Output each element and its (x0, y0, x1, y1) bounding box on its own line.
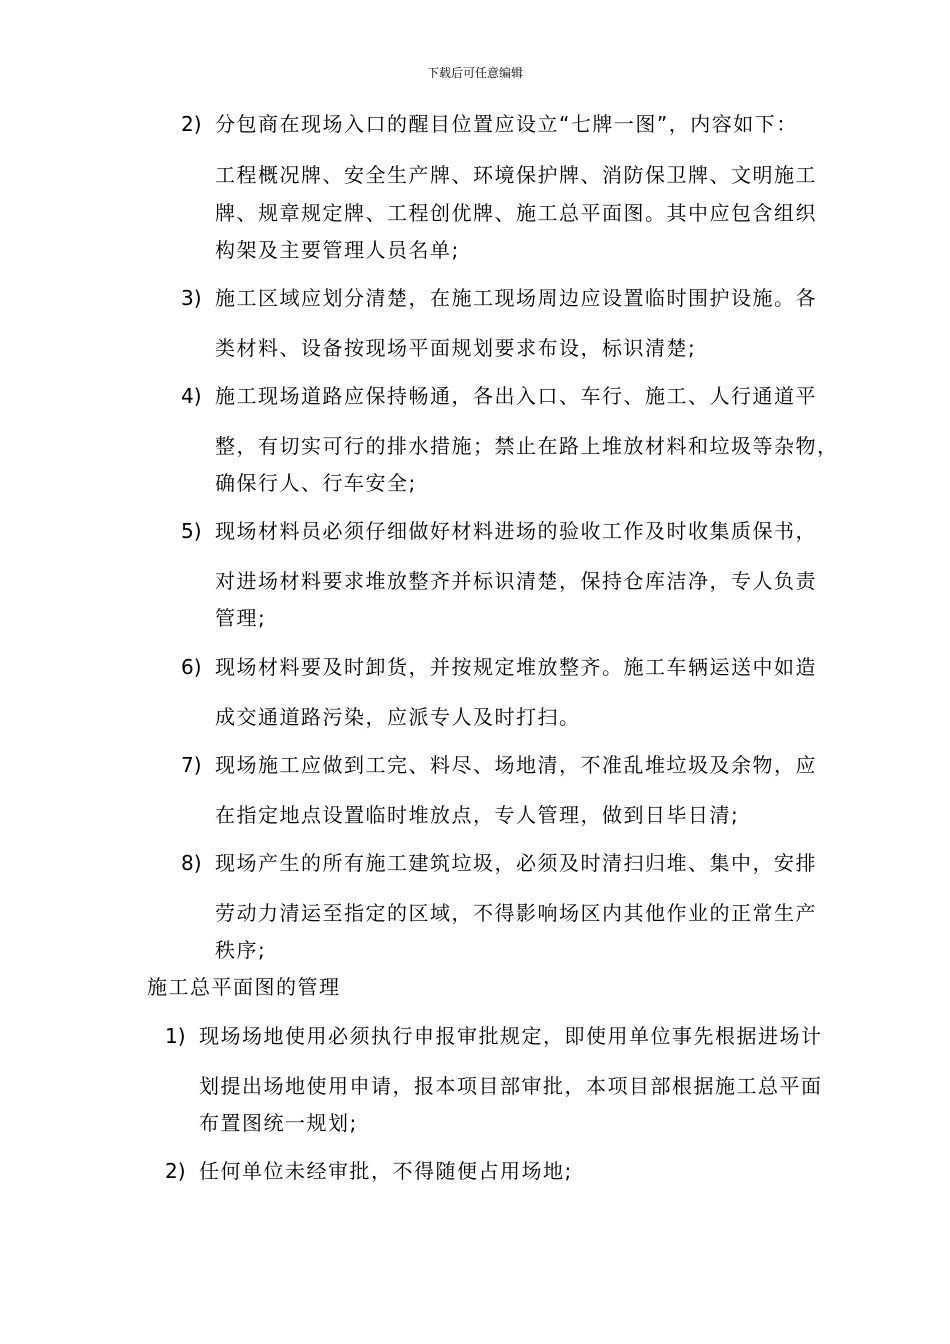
item-text-line: 牌、规章规定牌、工程创优牌、施工总平面图。其中应包含组织 (215, 201, 817, 225)
item-text-line: 成交通道路污染，应派专人及时打扫。 (215, 705, 581, 729)
item-text-line: 现场场地使用必须执行申报审批规定，即使用单位事先根据进场计 (199, 1024, 823, 1048)
item-number: 1) (165, 1024, 186, 1048)
item-text-line: 构架及主要管理人员名单; (215, 238, 460, 262)
page-header: 下载后可任意编辑 (426, 66, 523, 80)
item-number: 7) (181, 753, 202, 777)
item-number: 5) (181, 519, 202, 543)
item-text-line: 布置图统一规划; (199, 1111, 358, 1135)
item-text-line: 整，有切实可行的排水措施；禁止在路上堆放材料和垃圾等杂物， (215, 434, 839, 458)
item-text-line: 现场材料员必须仔细做好材料进场的验收工作及时收集质保书， (215, 519, 817, 543)
item-text-line: 秩序; (215, 938, 267, 962)
item-text-line: 现场产生的所有施工建筑垃圾，必须及时清扫归堆、集中，安排 (215, 851, 817, 875)
item-text-line: 施工区域应划分清楚，在施工现场周边应设置临时围护设施。各 (215, 286, 817, 310)
item-text-line: 现场材料要及时卸货，并按规定堆放整齐。施工车辆运送中如造 (215, 655, 817, 679)
item-text-line: 管理; (215, 606, 267, 630)
section-heading: 施工总平面图的管理 (147, 975, 341, 999)
item-text-line: 劳动力清运至指定的区域，不得影响场区内其他作业的正常生产 (215, 901, 817, 925)
item-text-line: 确保行人、行车安全; (215, 471, 417, 495)
item-number: 6) (181, 655, 202, 679)
item-number: 4) (181, 384, 202, 408)
item-text-line: 施工现场道路应保持畅通，各出入口、车行、施工、人行通道平 (215, 384, 817, 408)
item-number: 2) (165, 1159, 186, 1183)
item-text-line: 现场施工应做到工完、料尽、场地清，不准乱堆垃圾及余物，应 (215, 753, 817, 777)
item-text-line: 任何单位未经审批，不得随便占用场地; (199, 1159, 573, 1183)
item-text-line: 对进场材料要求堆放整齐并标识清楚，保持仓库洁净，专人负责 (215, 569, 817, 593)
item-text-line: 类材料、设备按现场平面规划要求布设，标识清楚; (215, 336, 697, 360)
item-number: 3) (181, 286, 202, 310)
item-number: 2) (181, 112, 202, 136)
item-text-line: 分包商在现场入口的醒目位置应设立“七牌一图”，内容如下： (215, 112, 798, 136)
item-text-line: 划提出场地使用申请，报本项目部审批，本项目部根据施工总平面 (199, 1074, 823, 1098)
item-number: 8) (181, 851, 202, 875)
item-text-line: 工程概况牌、安全生产牌、环境保护牌、消防保卫牌、文明施工 (215, 163, 817, 187)
item-text-line: 在指定地点设置临时堆放点，专人管理，做到日毕日清; (215, 803, 740, 827)
